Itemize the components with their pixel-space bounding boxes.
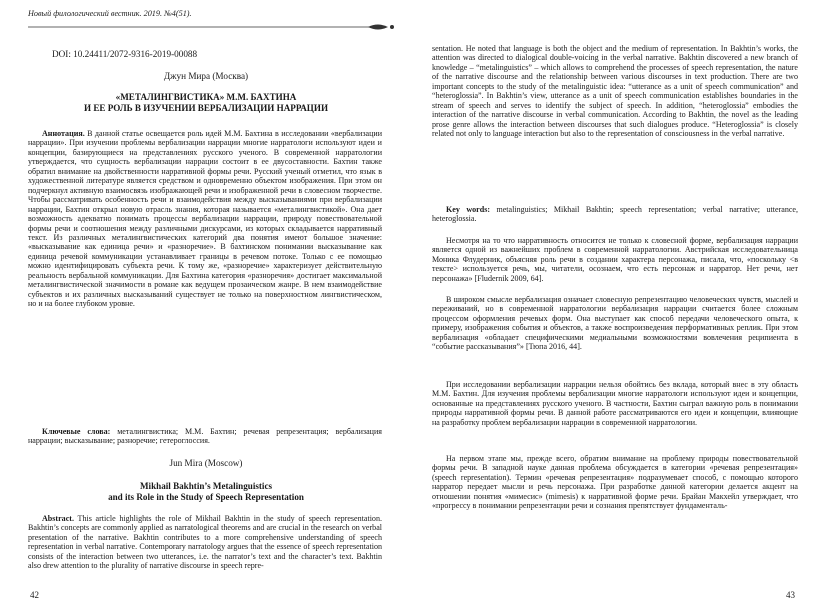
article-title-en: [0, 481, 412, 503]
body-paragraph-3: При исследовании вербализации наррации нельзя обойтись без вклада, который внес в эту область М.М. Бахтин. Для изучения проблемы вербализации многие нарратологи используют идеи и концепции, основанные на представлениях русского ученого. В частности, Бахтин сыграл важную роль в понимании природы нарративной формы речи. В данной работе рассматриваются его идеи и концепции, влияющие на разработку проблем вербализации наррации в современной нарратологии.: [432, 380, 798, 427]
author-en: Jun Mira (Moscow): [169, 458, 243, 468]
journal-header: Новый филологический вестник. 2019. №4(51).: [28, 9, 192, 18]
right-page: [412, 0, 820, 609]
keywords-en: [432, 205, 798, 224]
abstract-en: [28, 514, 382, 571]
article-title-ru: [0, 92, 412, 114]
keywords-en-label: Key words:: [446, 205, 491, 214]
abstract-ru: [28, 129, 382, 309]
body-paragraph-4: На первом этапе мы, прежде всего, обратим внимание на проблему природы повествовательной формы речи. В западной науке данная проблема обсуждается в категории «речевая репрезентация» (speech representation). Термин «речевая репрезентация» подразумевает способ, с помощью которого нарратор передает мысли и речь персонажа. При разработке данной категории делается акцент на отношении понятия «мимесис» (mimesis) к нарративной форме речи. Брайан Макхейл утверждает, что «прогрессу в понимании репрезентации речи и сознания препятствует фундаменталь-: [432, 454, 798, 511]
abstract-en-continued: sentation. He noted that language is both the object and the medium of representation. In Bakhtin’s works, the attention was directed to dialogical double-voicing in the verbal narrative. Bakhtin discovered a new branch of knowledge – “metalinguistics” – which allows to comprehend the processes of speech representation, the nature of the narrative discourse and the relationship between various discourses in text production. There are two important concepts to the study of the metalinguistic idea: “utterance as a unit of speech communication” and “heteroglossia”. In Bakhtin’s view, utterance as a unit of speech communication establishes boundaries in the stream of speech and serves to identify the subject of speech. In addition, “heteroglossia” embodies the interaction of the narrative discourse in verbal communication. According to Bakhtin, the novel as the leading prose genre allows the interaction between discourses that such dialogues produce. “Heteroglossia” is closely related not only to language interaction but also to the representation of consciousness in the verbal narrative.: [432, 44, 798, 139]
page-number-right: 43: [786, 590, 795, 600]
keywords-ru-text: металингвистика; М.М. Бахтин; речевая репрезентация; вербализация наррации; высказывание; разноречие; гетероглоссия.: [28, 427, 382, 446]
author-ru: Джун Мира (Москва): [163, 71, 249, 81]
abstract-en-label: Abstract.: [42, 514, 74, 523]
body-paragraph-1: Несмотря на то что нарративность относится не только к словесной форме, вербализация наррации является одной из важнейших проблем в современной нарратологии. Австрийская исследовательница Моника Флудерник, объясняя роль речи в создании характера персонажа, писала, что, «поскольку <в тексте> используется речь, мы, читатели, осознаем, что есть персонаж и нарратор. Нет речи, нет персонажа» [Fludernik 2009, 64].: [432, 236, 798, 283]
doi: DOI: 10.24411/2072-9316-2019-00088: [52, 49, 198, 59]
body-paragraph-2: В широком смысле вербализация означает словесную репрезентацию человеческих чувств, мыслей и переживаний, но в современной нарратологии вербализация наррации считается более сложным процессом оформления речевых форм. Она выступает как способ передачи человеческого опыта, к примеру, изображения события и объектов, а также воспроизведения перформативных реплик. При этом вербализация «обладает специфическими медиальными возможностями вовлечения реципиента в “событие рассказывания”» [Тюпа 2016, 44].: [432, 295, 798, 352]
keywords-ru: [28, 427, 382, 446]
title-en-line2: and its Role in the Study of Speech Representation: [108, 492, 304, 502]
abstract-ru-text: В данной статье освещается роль идей М.М. Бахтина в исследовании «вербализации наррации». При изучении проблемы вербализации наррации многие нарратологи используют идеи и концепции, базирующиеся на представлениях русского ученого. В современной нарратологии утверждается, что сущность вербализации наррации состоит в ее двусоставности. Бахтин также обратил внимание на двойственности нарративной формы речи. Русский ученый отметил, что язык в художественной литературе является средством и одновременно объектом изображения. При этом он подчеркнул активную взаимосвязь изображающей речи и изображенной речи в словесном творчестве. Чтобы рассматривать особенность речи и взаимодействия между высказываниями при вербализации наррации, Бахтин открыл новую отрасль знания, которая называется «металингвистикой». Она дает возможность адекватно понимать процессы вербализации наррации, природу повествовательной формы речи и соотношения между различными дискурсами, из которых складывается нарративный текст. Из различных металингвистических категорий два понятия имеют большое значение: «высказывание как единица речи» и «разноречие». В бахтинском понимании высказывание как единица речевой коммуникации устанавливает границы в речевом потоке. Только с ее помощью можно идентифицировать субъекта речи. К тому же, «разноречие» характеризует действительную реальность вербальной коммуникации. Для Бахтина категория «разноречия» достигает максимальной металингвистической значимости в романе как ведущем прозаическом жанре. В нем взаимодействие субъектов и их различных высказываний существует не только на поверхностном лингвистическом, но и на более глубоком уровне.: [28, 129, 382, 309]
abstract-ru-label: Аннотация.: [42, 129, 85, 138]
header-ornament-divider: [28, 22, 398, 32]
abstract-en-text: This article highlights the role of Mikhail Bakhtin in the study of speech representation. Bakhtin’s concepts are commonly applied as narratological theorems and are crucial in the research on verbal presentation of the narrative. Bakhtin contributes to a more comprehensive understanding of speech representation in verbal narrative. Contemporary narratology argues that the essence of speech representation consists of the interaction between two utterances, i.e. the narrator’s text and the character’s text. Bakhtin also drew attention to the plurality of narrative discourse in speech repre-: [28, 514, 382, 571]
title-en-line1: Mikhail Bakhtin’s Metalinguistics: [139, 481, 273, 491]
keywords-en-text: metalinguistics; Mikhail Bakhtin; speech representation; verbal narrative; utterance, heteroglossia.: [432, 205, 798, 224]
title-ru-line2: И ЕЕ РОЛЬ В ИЗУЧЕНИИ ВЕРБАЛИЗАЦИИ НАРРАЦИИ: [83, 103, 329, 113]
keywords-ru-label: Ключевые слова:: [42, 427, 111, 436]
page-number-left: 42: [30, 590, 39, 600]
title-ru-line1: «МЕТАЛИНГВИСТИКА» М.М. БАХТИНА: [115, 92, 297, 102]
